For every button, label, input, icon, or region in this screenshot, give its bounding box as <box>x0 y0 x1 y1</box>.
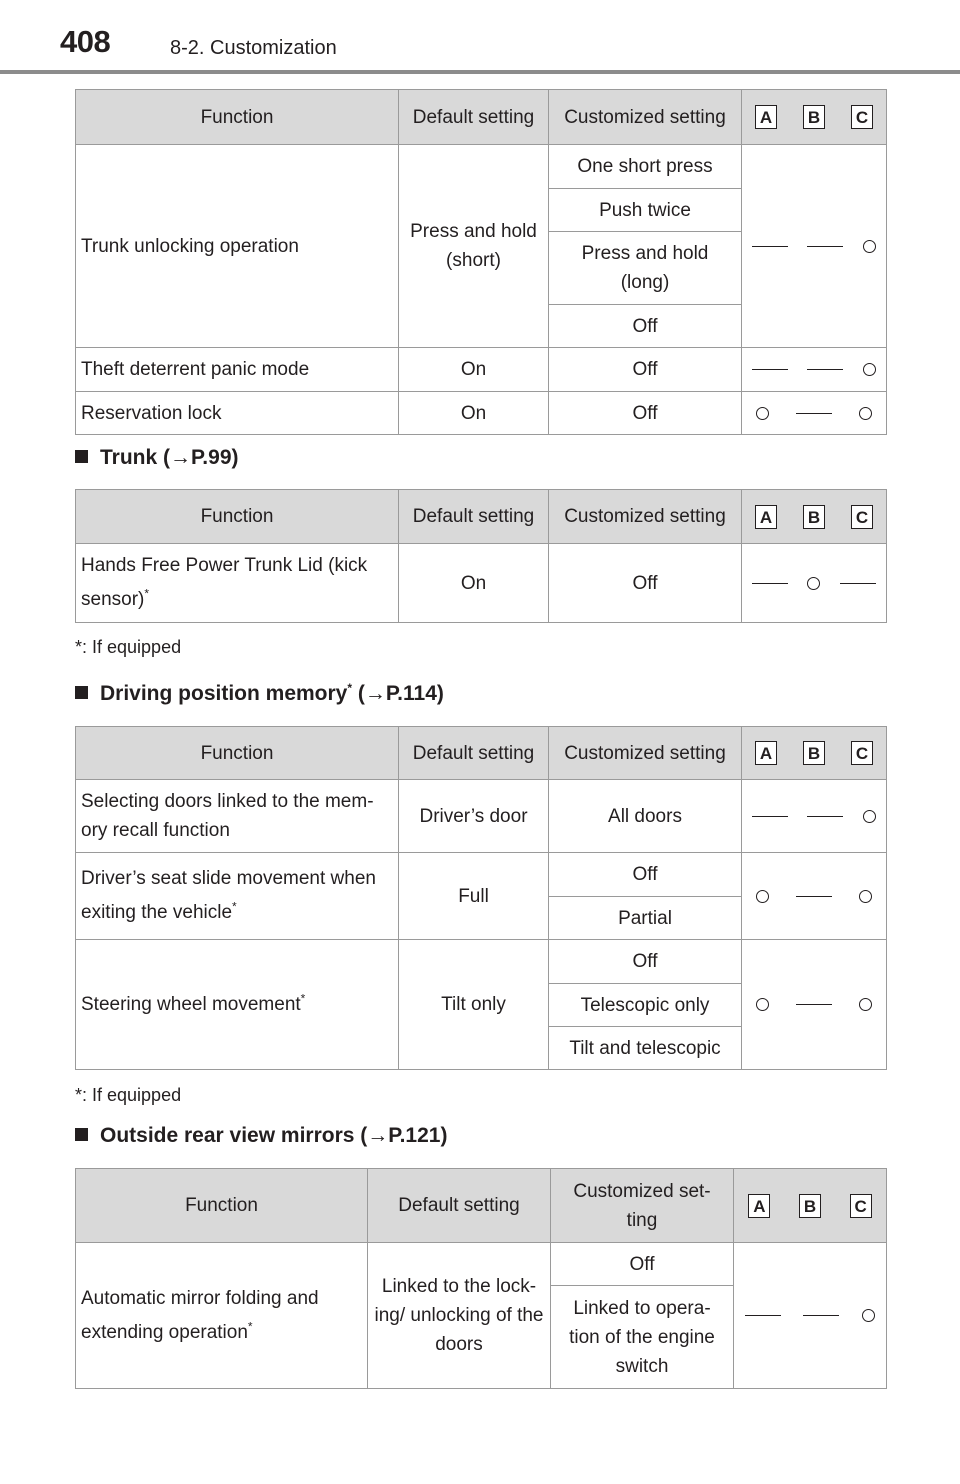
circle-mark <box>862 1309 875 1322</box>
function-cell: Reservation lock <box>76 392 399 435</box>
badge-c: C <box>851 505 873 529</box>
default-cell: On <box>399 544 549 623</box>
badge-a: A <box>755 505 777 529</box>
custom-cell: Off <box>549 544 742 623</box>
default-cell: Tilt only <box>399 940 549 1070</box>
badge-b: B <box>803 741 825 765</box>
default-cell: On <box>399 348 549 392</box>
col-customized: Customized setting <box>549 727 742 780</box>
custom-cell: All doors <box>549 780 742 853</box>
badge-c: C <box>851 741 873 765</box>
function-cell: Hands Free Power Trunk Lid (kick sensor)* <box>76 544 399 623</box>
abc-cell <box>742 145 887 348</box>
function-cell: Steering wheel movement* <box>76 940 399 1070</box>
circle-mark <box>859 890 872 903</box>
custom-cell: Off <box>551 1243 734 1286</box>
table-row <box>76 392 887 435</box>
function-cell: Driver’s seat slide movement when exiting the vehicle* <box>76 853 399 940</box>
heading-ref: (→P.114) <box>352 682 444 705</box>
footnote: *: If equipped <box>75 637 182 657</box>
function-cell: Trunk unlocking operation <box>76 145 399 348</box>
table-row <box>76 145 887 189</box>
abc-cell <box>734 1243 887 1389</box>
custom-cell: Partial <box>549 897 742 940</box>
circle-mark <box>863 810 876 823</box>
footnote-marker: * <box>144 586 150 601</box>
section-heading-memory <box>75 682 444 706</box>
default-cell: Press and hold (short) <box>399 145 549 348</box>
col-abc <box>742 490 887 544</box>
function-cell: Automatic mirror folding and extending operation* <box>76 1243 368 1389</box>
dash-mark <box>807 246 843 247</box>
table-header-row <box>76 490 887 544</box>
dash-mark <box>807 816 843 817</box>
circle-mark <box>756 407 769 420</box>
table-row <box>76 780 887 853</box>
col-abc <box>734 1169 887 1243</box>
table-security <box>75 89 887 435</box>
bullet-square-icon <box>75 1128 88 1141</box>
section-heading-mirrors <box>75 1124 447 1148</box>
section-title: 8-2. Customization <box>170 37 337 59</box>
dash-mark <box>745 1315 781 1316</box>
footnote-marker: * <box>232 899 237 914</box>
dash-mark <box>752 583 788 584</box>
abc-cell <box>742 853 887 940</box>
custom-cell: Off <box>549 305 742 348</box>
badge-a: A <box>748 1194 770 1218</box>
default-cell: Full <box>399 853 549 940</box>
heading-text: Trunk (→P.99) <box>100 446 239 469</box>
circle-mark <box>756 998 769 1011</box>
heading-text: Driving position memory <box>100 682 348 705</box>
heading-text: Outside rear view mirrors (→P.121) <box>100 1124 448 1147</box>
dash-mark <box>803 1315 839 1316</box>
abc-cell <box>742 940 887 1070</box>
circle-mark <box>863 363 876 376</box>
abc-cell <box>742 780 887 853</box>
circle-mark <box>756 890 769 903</box>
dash-mark <box>752 369 788 370</box>
default-cell: Driver’s door <box>399 780 549 853</box>
footnote-marker: * <box>300 991 306 1006</box>
dash-mark <box>752 246 788 247</box>
custom-cell: Push twice <box>549 189 742 232</box>
table-memory <box>75 726 887 1070</box>
badge-c: C <box>850 1194 872 1218</box>
table-header-row <box>76 727 887 780</box>
col-default: Default setting <box>399 727 549 780</box>
circle-mark <box>863 240 876 253</box>
bullet-square-icon <box>75 686 88 699</box>
dash-mark <box>752 816 788 817</box>
table-trunk <box>75 489 887 623</box>
table-header-row <box>76 1169 887 1243</box>
badge-a: A <box>755 105 777 129</box>
abc-cell <box>742 544 887 623</box>
table-row <box>76 940 887 984</box>
page-number: 408 <box>60 24 111 59</box>
col-default: Default setting <box>399 490 549 544</box>
custom-cell: Off <box>549 392 742 435</box>
badge-b: B <box>799 1194 821 1218</box>
custom-cell: Off <box>549 853 742 897</box>
dash-mark <box>807 369 843 370</box>
default-cell: On <box>399 392 549 435</box>
circle-mark <box>859 998 872 1011</box>
section-heading-trunk <box>75 446 239 470</box>
badge-b: B <box>803 505 825 529</box>
col-abc <box>742 90 887 145</box>
col-function: Function <box>76 490 399 544</box>
col-function: Function <box>76 727 399 780</box>
custom-cell: Tilt and telescopic <box>549 1027 742 1070</box>
col-function: Function <box>76 1169 368 1243</box>
header-rule <box>0 70 960 74</box>
custom-cell: One short press <box>549 145 742 189</box>
default-cell: Linked to the lock-ing/ unlocking of the doors <box>368 1243 551 1389</box>
custom-cell: Linked to opera-tion of the engine switch <box>551 1286 734 1389</box>
dash-mark <box>840 583 876 584</box>
table-row <box>76 853 887 897</box>
custom-cell: Telescopic only <box>549 984 742 1027</box>
custom-cell: Off <box>549 348 742 392</box>
circle-mark <box>807 577 820 590</box>
circle-mark <box>859 407 872 420</box>
col-default: Default setting <box>368 1169 551 1243</box>
table-row <box>76 544 887 623</box>
custom-cell: Press and hold (long) <box>549 232 742 305</box>
table-row <box>76 1243 887 1286</box>
footnote-marker: * <box>247 1319 253 1334</box>
footnote-marker: * <box>347 681 353 695</box>
col-function: Function <box>76 90 399 145</box>
table-mirrors <box>75 1168 887 1389</box>
col-customized: Customized setting <box>549 90 742 145</box>
table-header-row <box>76 90 887 145</box>
dash-mark <box>796 1004 832 1005</box>
bullet-square-icon <box>75 450 88 463</box>
table-row <box>76 348 887 392</box>
badge-c: C <box>851 105 873 129</box>
col-default: Default setting <box>399 90 549 145</box>
footnote: *: If equipped <box>75 1085 182 1105</box>
col-customized: Customized set-ting <box>551 1169 734 1243</box>
abc-cell <box>742 392 887 435</box>
dash-mark <box>796 896 832 897</box>
custom-cell: Off <box>549 940 742 984</box>
function-cell: Theft deterrent panic mode <box>76 348 399 392</box>
dash-mark <box>796 413 832 414</box>
badge-a: A <box>755 741 777 765</box>
abc-cell <box>742 348 887 392</box>
col-abc <box>742 727 887 780</box>
page-header <box>0 0 960 78</box>
col-customized: Customized setting <box>549 490 742 544</box>
function-cell: Selecting doors linked to the mem-ory recall function <box>76 780 399 853</box>
badge-b: B <box>803 105 825 129</box>
